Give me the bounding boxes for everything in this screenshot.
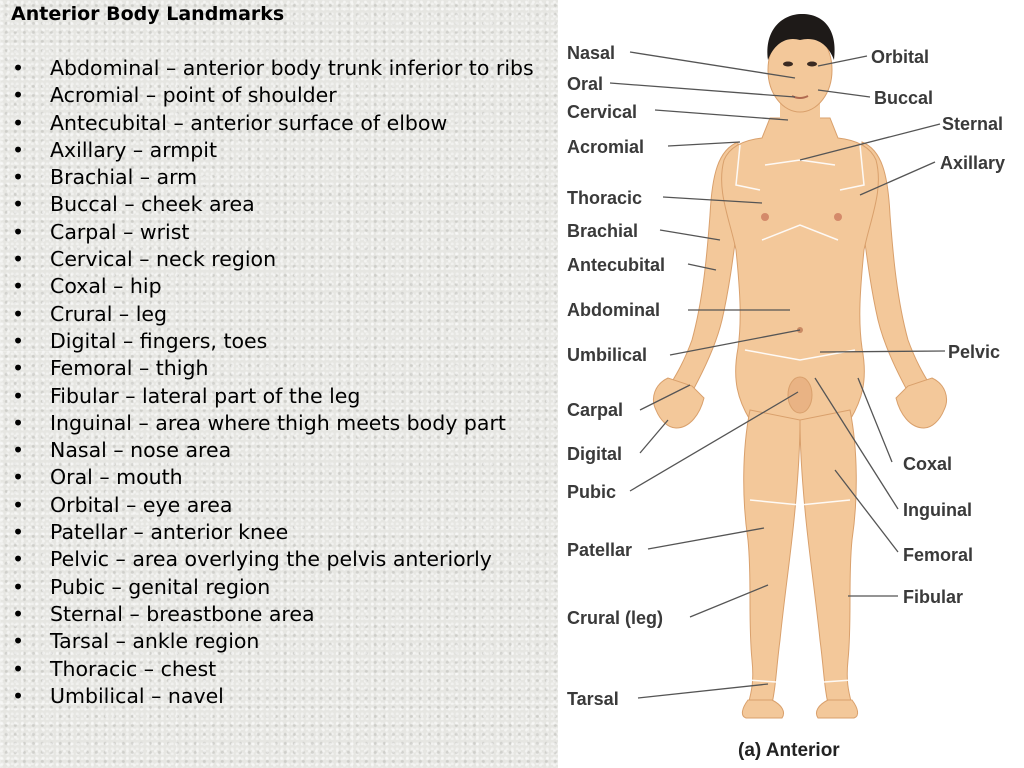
label-inguinal: Inguinal [903,500,972,520]
list-item: • Inguinal – area where thigh meets body part [0,412,558,435]
list-item: • Sternal – breastbone area [0,603,558,626]
list-item: • Thoracic – chest [0,658,558,681]
label-antecubital: Antecubital [567,255,666,275]
left-leg [744,410,800,712]
label-fibular: Fibular [903,587,964,607]
left-foot [742,700,783,718]
label-sternal: Sternal [942,114,1004,134]
list-item: • Umbilical – navel [0,685,558,708]
label-crural: Crural (leg) [567,608,664,628]
right-nipple [834,213,842,221]
left-eye [783,62,793,67]
list-item: • Abdominal – anterior body trunk inferior to ribs [0,57,558,80]
list-item: • Nasal – nose area [0,439,558,462]
label-pelvic: Pelvic [948,342,1001,362]
right-foot [816,700,857,718]
page-title: Anterior Body Landmarks [11,3,285,25]
list-item: • Orbital – eye area [0,494,558,517]
label-thoracic: Thoracic [567,188,643,208]
left-nipple [761,213,769,221]
list-item: • Axillary – armpit [0,139,558,162]
torso [722,118,879,420]
label-buccal: Buccal [874,88,934,108]
list-item: • Cervical – neck region [0,248,558,271]
anatomy-figure [558,0,1024,768]
genital [788,377,812,413]
list-item: • Femoral – thigh [0,357,558,380]
list-item: • Brachial – arm [0,166,558,189]
label-oral: Oral [567,74,604,94]
right-hand [896,378,947,428]
list-item: • Fibular – lateral part of the leg [0,385,558,408]
body-silhouette [653,14,946,718]
list-item: • Antecubital – anterior surface of elbow [0,112,558,135]
list-item: • Pelvic – area overlying the pelvis anteriorly [0,548,558,571]
label-abdominal: Abdominal [567,300,660,320]
list-item: • Digital – fingers, toes [0,330,558,353]
label-axillary: Axillary [940,153,1006,173]
label-orbital: Orbital [871,47,930,67]
label-pubic: Pubic [567,482,617,502]
list-item: • Crural – leg [0,303,558,326]
label-umbilical: Umbilical [567,345,648,365]
label-digital: Digital [567,444,623,464]
list-item: • Acromial – point of shoulder [0,84,558,107]
label-femoral: Femoral [903,545,974,565]
label-acromial: Acromial [567,137,645,157]
list-item: • Tarsal – ankle region [0,630,558,653]
right-leg [800,410,856,712]
label-carpal: Carpal [567,400,624,420]
list-item: • Carpal – wrist [0,221,558,244]
label-tarsal: Tarsal [567,689,619,709]
list-item: • Buccal – cheek area [0,193,558,216]
left-hand [653,378,704,428]
label-cervical: Cervical [567,102,638,122]
label-nasal: Nasal [567,43,616,63]
label-coxal: Coxal [903,454,953,474]
list-item: • Pubic – genital region [0,576,558,599]
list-item: • Coxal – hip [0,275,558,298]
figure-caption: (a) Anterior [738,740,840,761]
label-brachial: Brachial [567,221,639,241]
label-patellar: Patellar [567,540,633,560]
right-eye [807,62,817,67]
list-item: • Oral – mouth [0,466,558,489]
left-labels [567,43,665,709]
list-item: • Patellar – anterior knee [0,521,558,544]
